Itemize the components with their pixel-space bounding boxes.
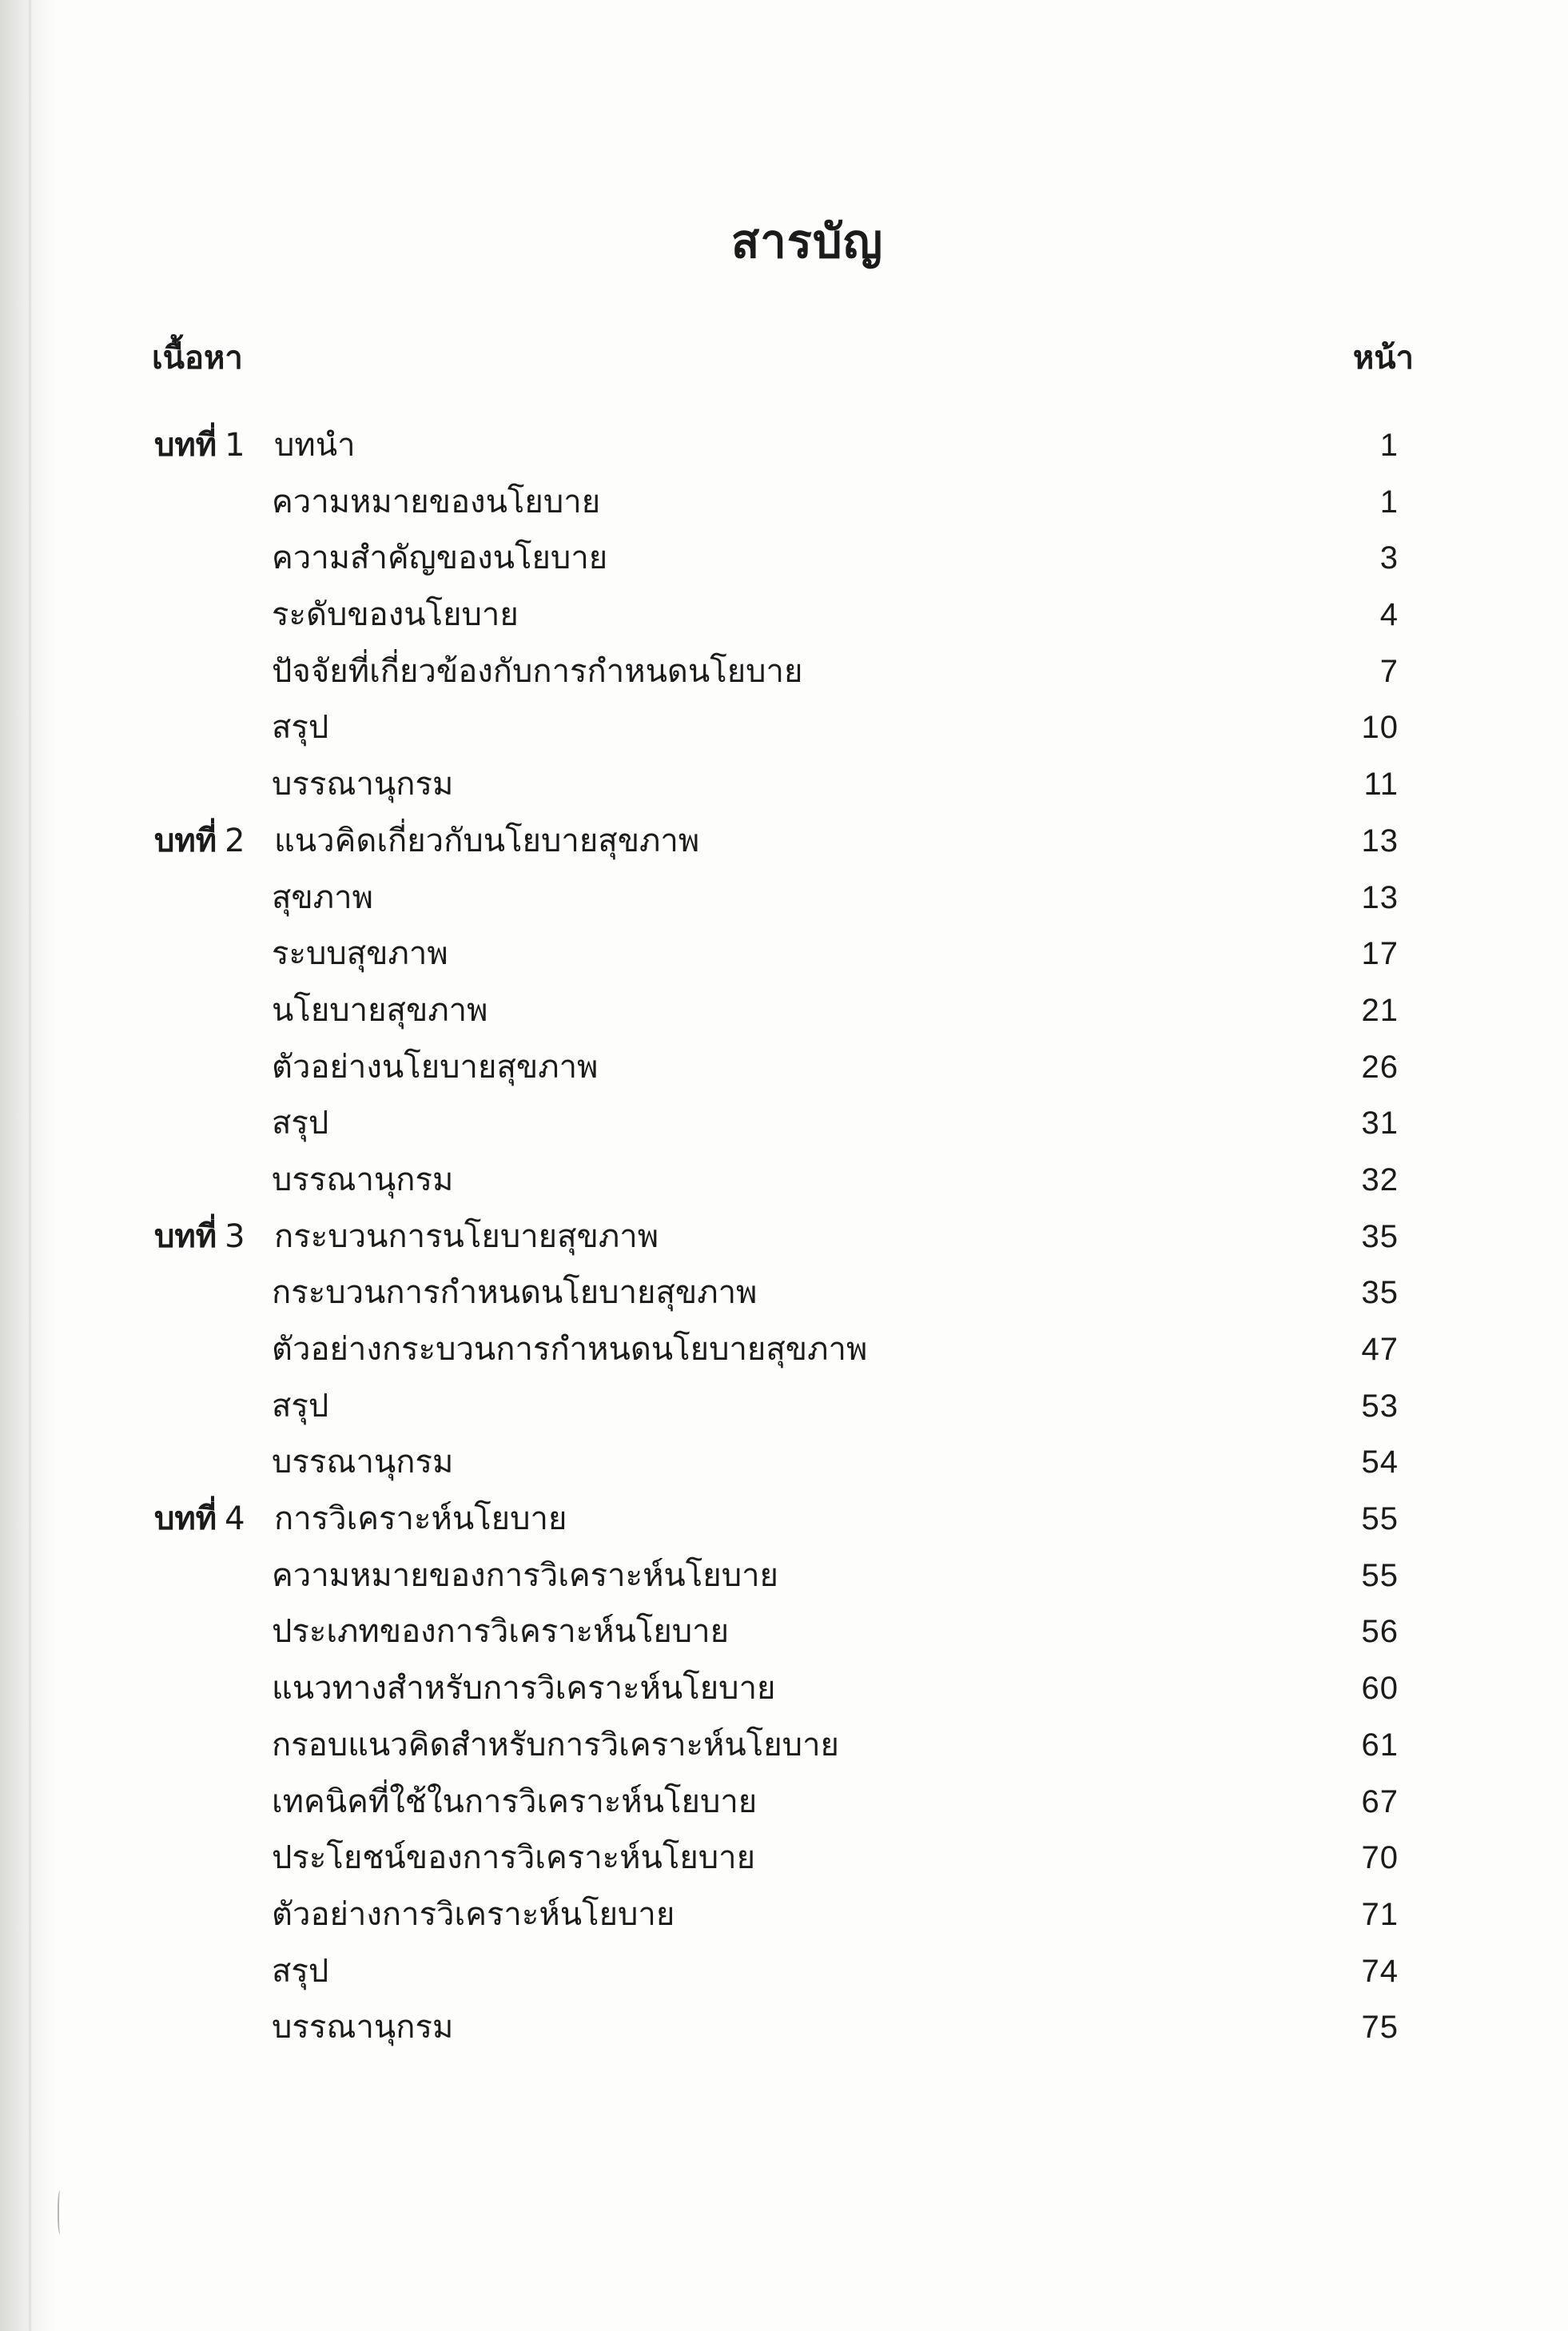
page-number: 3 xyxy=(1379,540,1399,576)
section-title: เทคนิคที่ใช้ในการวิเคราะห์นโยบาย xyxy=(272,1783,758,1820)
page-number: 13 xyxy=(1361,879,1399,915)
page-column-header: หน้า xyxy=(1352,340,1414,377)
chapter-row[interactable] xyxy=(0,1209,1568,1265)
section-row[interactable] xyxy=(0,1999,1568,2056)
section-title: ประโยชน์ของการวิเคราะห์นโยบาย xyxy=(272,1839,756,1877)
section-title: สรุป xyxy=(272,1387,329,1424)
page-number: 53 xyxy=(1361,1388,1399,1424)
page-number: 47 xyxy=(1361,1332,1399,1367)
page-number: 35 xyxy=(1361,1275,1399,1311)
page-number: 60 xyxy=(1361,1671,1399,1707)
section-title: แนวทางสำหรับการวิเคราะห์นโยบาย xyxy=(272,1670,776,1707)
chapter-title: กระบวนการนโยบายสุขภาพ xyxy=(274,1217,659,1255)
chapter-label xyxy=(154,1209,245,1265)
section-title: ตัวอย่างกระบวนการกำหนดนโยบายสุขภาพ xyxy=(272,1331,868,1368)
chapter-word: บทที่ xyxy=(154,1217,217,1255)
section-row[interactable] xyxy=(0,756,1568,813)
page-number: 11 xyxy=(1363,767,1399,803)
page-number: 54 xyxy=(1361,1444,1399,1480)
section-row[interactable] xyxy=(0,1887,1568,1943)
chapter-number: 1 xyxy=(225,427,245,464)
section-row[interactable] xyxy=(0,1434,1568,1491)
page-number: 4 xyxy=(1379,597,1399,633)
section-title: ระดับของนโยบาย xyxy=(272,596,519,634)
section-title: กระบวนการกำหนดนโยบายสุขภาพ xyxy=(272,1274,758,1312)
section-row[interactable] xyxy=(0,1660,1568,1717)
chapter-title: แนวคิดเกี่ยวกับนโยบายสุขภาพ xyxy=(274,822,700,859)
section-row[interactable] xyxy=(0,1830,1568,1887)
section-row[interactable] xyxy=(0,1321,1568,1378)
section-row[interactable] xyxy=(0,699,1568,756)
page-edge-mark xyxy=(58,2190,64,2234)
chapter-number: 4 xyxy=(225,1500,245,1538)
section-row[interactable] xyxy=(0,587,1568,644)
table-of-contents xyxy=(0,417,1568,2056)
chapter-label xyxy=(154,813,245,869)
section-row[interactable] xyxy=(0,1604,1568,1660)
section-row[interactable] xyxy=(0,530,1568,587)
section-title: บรรณานุกรม xyxy=(272,1444,454,1481)
section-title: สรุป xyxy=(272,1952,329,1990)
section-row[interactable] xyxy=(0,1095,1568,1152)
section-title: กรอบแนวคิดสำหรับการวิเคราะห์นโยบาย xyxy=(272,1726,839,1763)
page-number: 70 xyxy=(1361,1840,1399,1876)
section-row[interactable] xyxy=(0,1717,1568,1774)
section-title: สรุป xyxy=(272,1105,329,1142)
section-title: สุขภาพ xyxy=(272,879,373,916)
section-row[interactable] xyxy=(0,1378,1568,1435)
chapter-title: การวิเคราะห์นโยบาย xyxy=(274,1500,567,1538)
page-number: 32 xyxy=(1361,1162,1399,1197)
section-row[interactable] xyxy=(0,1774,1568,1831)
chapter-number: 3 xyxy=(225,1217,245,1255)
chapter-word: บทที่ xyxy=(154,427,217,464)
chapter-word: บทที่ xyxy=(154,822,217,859)
section-row[interactable] xyxy=(0,1548,1568,1604)
page-number: 1 xyxy=(1379,484,1399,520)
section-title: สรุป xyxy=(272,709,329,747)
section-row[interactable] xyxy=(0,1152,1568,1209)
page-number: 1 xyxy=(1379,428,1399,463)
page-number: 31 xyxy=(1361,1106,1399,1142)
section-title: ตัวอย่างนโยบายสุขภาพ xyxy=(272,1048,599,1086)
page-number: 13 xyxy=(1361,823,1399,859)
chapter-title: บทนำ xyxy=(274,427,356,464)
section-title: ความหมายของนโยบาย xyxy=(272,483,601,520)
chapter-word: บทที่ xyxy=(154,1500,217,1538)
section-title: ประเภทของการวิเคราะห์นโยบาย xyxy=(272,1613,730,1651)
section-row[interactable] xyxy=(0,644,1568,700)
page-number: 55 xyxy=(1361,1501,1399,1537)
page-number: 75 xyxy=(1361,2010,1399,2046)
section-row[interactable] xyxy=(0,870,1568,926)
content-column-header: เนื้อหา xyxy=(152,340,243,377)
section-title: นโยบายสุขภาพ xyxy=(272,991,488,1029)
section-row[interactable] xyxy=(0,1039,1568,1096)
page-number: 10 xyxy=(1361,710,1399,746)
section-title: ความหมายของการวิเคราะห์นโยบาย xyxy=(272,1556,778,1594)
section-title: ความสำคัญของนโยบาย xyxy=(272,540,608,577)
page-number: 71 xyxy=(1361,1896,1399,1932)
chapter-row[interactable] xyxy=(0,1491,1568,1548)
page-number: 7 xyxy=(1379,653,1399,689)
section-title: บรรณานุกรม xyxy=(272,1161,454,1198)
chapter-row[interactable] xyxy=(0,813,1568,870)
page-title: สารบัญ xyxy=(730,214,884,269)
chapter-label xyxy=(154,1491,245,1547)
chapter-number: 2 xyxy=(225,822,245,859)
page-number: 21 xyxy=(1361,992,1399,1028)
page-number: 74 xyxy=(1361,1953,1399,1989)
section-title: บรรณานุกรม xyxy=(272,2009,454,2046)
page-number: 17 xyxy=(1361,936,1399,972)
section-title: ปัจจัยที่เกี่ยวข้องกับการกำหนดนโยบาย xyxy=(272,652,803,690)
page-number: 26 xyxy=(1361,1049,1399,1085)
page-number: 35 xyxy=(1361,1218,1399,1254)
chapter-row[interactable] xyxy=(0,417,1568,474)
page-number: 55 xyxy=(1361,1557,1399,1593)
section-row[interactable] xyxy=(0,926,1568,982)
page-number: 67 xyxy=(1361,1783,1399,1819)
section-row[interactable] xyxy=(0,474,1568,531)
page-number: 61 xyxy=(1361,1727,1399,1763)
section-title: บรรณานุกรม xyxy=(272,766,454,803)
chapter-label xyxy=(154,417,245,473)
section-row[interactable] xyxy=(0,1265,1568,1321)
page-number: 56 xyxy=(1361,1614,1399,1650)
section-title: ตัวอย่างการวิเคราะห์นโยบาย xyxy=(272,1895,675,1933)
section-row[interactable] xyxy=(0,1943,1568,2000)
section-title: ระบบสุขภาพ xyxy=(272,935,448,973)
section-row[interactable] xyxy=(0,982,1568,1039)
